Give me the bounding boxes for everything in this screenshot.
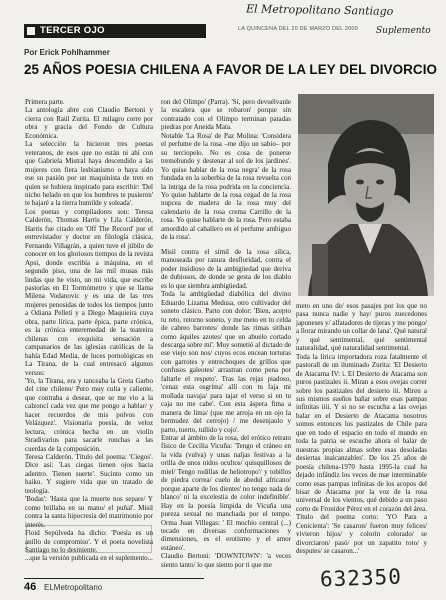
paragraph: Teresa Calderón. Título del poema: 'Ciegos'. Dice así: 'Las ciegas tienen ojos hacia adentro. Tienen suerte'. Sucinto como un haiku. Y sugiere vida que un tratado de teología. (25, 453, 153, 495)
section-header (24, 24, 206, 38)
article-column-2-top (161, 98, 291, 246)
section-title: TERCER OJO (40, 25, 105, 36)
paragraph: Toda la lírica importadora roza fatalmente el pastorall de un iluminado Zurita: 'El Desierto de Atacama IV: i. El Desierto de Atacama son puros pastizales ii. Miran a esos ovejas correr sobre los pastizales del desierto iii. Miren a sus mismos sueños bañar sobre esas pampas infinitas iiii. Y si no se escucha a las ovejas balar en el Desierto de Atacama nosotros somos entonces los pastizales de Chile para que en todo el espacio en todo el mundo en toda la patria se escuche ahora el balar de nuestras propias almas sobre esas desoladas desiertas inalcanzables'. De los 25 años de poesía chilena-1970 hasta 1995-la cual ha dejado infándiz los veces de mar interminable como esas pampas infinitas de los acopos del bisar de Atacama por la voz de la rosa universal de los vientos, qué debido a un paso corto de Fronidor Pérez en el corazón del área. Título del poema corto: 'YO Para a Cenicienta': 'Se casaron/ fueron muy felices/ vivieron hijos/ y colorín colorado/ se divorciaron/ pasó/ por un zapatito roto/ y desputes/ se casaron...' (296, 352, 427, 556)
paragraph: Primera parte. (25, 98, 65, 106)
paragraph: Claudio Bertoni: 'DOWNTOWN': 'a veces siento tanto/ lo que siento por ti que me (161, 552, 291, 569)
article-column-1 (25, 98, 153, 572)
handwritten-source-note: El Metropolitano Santiago (245, 2, 394, 18)
date-line: LA QUINCENA DEL 20 DE MARZO DEL 2000 (238, 26, 358, 32)
footer-rule (24, 578, 204, 579)
paragraph: 'Yo, la Tirana, era y tanceaba la Greta Garbo del cine chileno/ Pero muy culta y caliente, que contraba a desear, que se me vio a la calzoncí cada vez que me pongo a hablar/ y hacer recuerdos de mis polvos con Velázquez'. Visionaria poesía, de veloz lectura, crónica hecha en un violín Stradivarius para sacarle ronchas a las cuerdas de la composición. (25, 376, 153, 453)
page-number: 46 (24, 581, 37, 593)
handwritten-supplement-note: Suplemento (376, 26, 431, 36)
poet-photo-illustration (298, 94, 434, 296)
paragraph: Notable 'La Rosa' de Paz Molina: 'Considera el perfume de la rosa –me dijo un sabio– por su terciopelo. No es cosa de ponerse tremebundo y destenar al sol de los jardines'. Yo quise hablar de la rosa negra' de la rosa fundada en la soberbia de la rosa revuelta con la intriga de la rosa podrida en la conciencia. Yo quise hablarte de la rosa cegad de la rosa nupcea de madera de la rosa muy del calendario de la rosa crema Carrillo de la rosa. Yo quise hablarte de la rosa. Pero estaba amordido al caballero en el perfume ambiguo de la rosa'. (161, 131, 291, 242)
paragraph: ron del Olimpo' (Parra). 'Sí, pero devuélvanle la escalera que se robaron' porque sin contratado con el Olimpo terminan patadas piedras por Aneida Mata. (161, 98, 291, 132)
square-bullet-icon (27, 27, 35, 35)
paragraph: La selección la hicieron tres poetas veteranos, de esos que no están ni ahí con que Gabriela Mistral haya descendido a las mujeres con fiera lesbianismo o haya sido ese su pasión por un maquinista de tren en quien se hubiera inspirado para escribir: 'Del nicho helado en que los hombres te pusieron' te bajaré a la tierra humilde y soleada'. (25, 140, 153, 208)
byline: Por Erick Pohlhammer (24, 48, 110, 57)
article-column-3 (296, 302, 427, 572)
article-title: 25 AÑOS POESIA CHILENA A FAVOR DE LA LEY DEL DIVORCIO (24, 62, 438, 77)
paragraph: Los poetas y compiladores son: Teresa Calderón, Thomas Harris y Lila Calderón, Harris fue citado en 'Off The Record' por el entrevistador y doctor en filología clásica, Fernando Villagrán, a quien tuve el júbilo de conocer en los gloriosos tiempos de la revista Apsi, donde escribía a máquina, en el segundo piso, una de las mil musas más lindas que he visto, un mi vida, que escribe pastorías en El Tormómetro y que se llama Milena Vodanovic y es una de las tres mujeres penosidas de todos los tiempos junto a Odiana Pelletí y a Diego Maquieira cuya obra, parte lírica, parte épica, parte crónica, es la crónica enteremedad de la teatreira chilenas con exquisita sensación a campanarios de las iglesias católicas de la bahía Edad Media, de luces pornológicas en La Tirana, de la cual entresacó algunos versos: (25, 207, 153, 377)
handwritten-code: 632350 (319, 564, 403, 592)
footer-brand: ELMetropolitano (44, 583, 103, 592)
paragraph: Entrar al ámbito de la rosa, del erótico retrato físico de Cecilia Vicuña: 'Tengo el cráneo en la vida (vulva) y unas naljas festivas a la orilla de unos nidos ocultos/ quisquillosos de miel/ Tengo rodillas de heliotropo'/ y tobillos de piedra correa/ cuelo de abedul africano/ porque aparte de los dientes' no tengo nada de blanco' ni la excelestia de color indefinible'. Hay en la poesía limpida de Vicuña una pureza sexual no manchada por el tempo. Orma Juan Villegas: ' El mochio central (...) tecado en diversas conformaciones y dimensiones, es el erotismo y el amor estáneo'. (161, 433, 291, 552)
article-column-2 (161, 248, 291, 572)
paragraph: La antología abre con Claudio Bertoni y cierra con Raúl Zurita. El milagro corre por obra y gracia del Fondo de Cultura Económica. (25, 106, 153, 140)
poet-photo (298, 94, 434, 296)
paragraph: Floid Sepúlveda ha dicho: 'Poesía es un anillo de compromiso'. Y el poeta novelista Santiago no lo desmiente. (25, 529, 153, 555)
paragraph: Misil contra el símil de la rosa sílica, manoseada por ranura desfloridad, contra el poder insidioso de la ambigüedad que deriva de dubiosos, de donde se gesta de los diablo es lo que siembra ambigüedad. (161, 248, 291, 290)
paragraph: 'Bodas': 'Hasta que la muerte nos separe/ Y como brillaba en su mano/ el puñal'. Misil contra la santa hipocresía del matrimonio por interés. (25, 495, 153, 529)
paragraph: meto en uno de/ esos pasajes por los que no pasa nunca nadie y hay/ puros zuecedones japoneses y/ alfatadores de tijeras y me pongo/ a llorar mirando un collar de lana'. Qué natural y qué sentimental, qué sentimental naturalidad, qué naturalidad sentimental. (296, 302, 427, 353)
paragraph: ...que la versión publicada en el suplemento... (25, 554, 153, 563)
stamp-mark (26, 525, 152, 553)
paragraph: Toda la ambigüedad diabólica del divino Eduardo Lizama Medusa, otro cultivador del soneto clásico. Parto con dolor: 'Bien, acepto tu reto, retorno soneto, y me meto en tu celda de cabreo barrotes/ donde las rimas sitiban como áquiles azotes/ que un abuelo cortado descarga sobre mí'. Muy sometió al dictado de ese viejo son nos/ cuyos ecos encean torturas con garrotes y entrechoques de grillos que confusos galeotes/ arrastran como pena por faltarle el respeto'. Tras las rejas piadoso, 'cenaz esta osgrima' allí con tu faja mi mollada navaja/ para tajar el verso si en tu caja no me cabe'. Con esta áspera fima a manera de lima/ (que me arroja en un ojo la hermudez del cerrojo) / me desenjaulo y parto, tuerto, tullido y cojo'. (161, 290, 291, 434)
